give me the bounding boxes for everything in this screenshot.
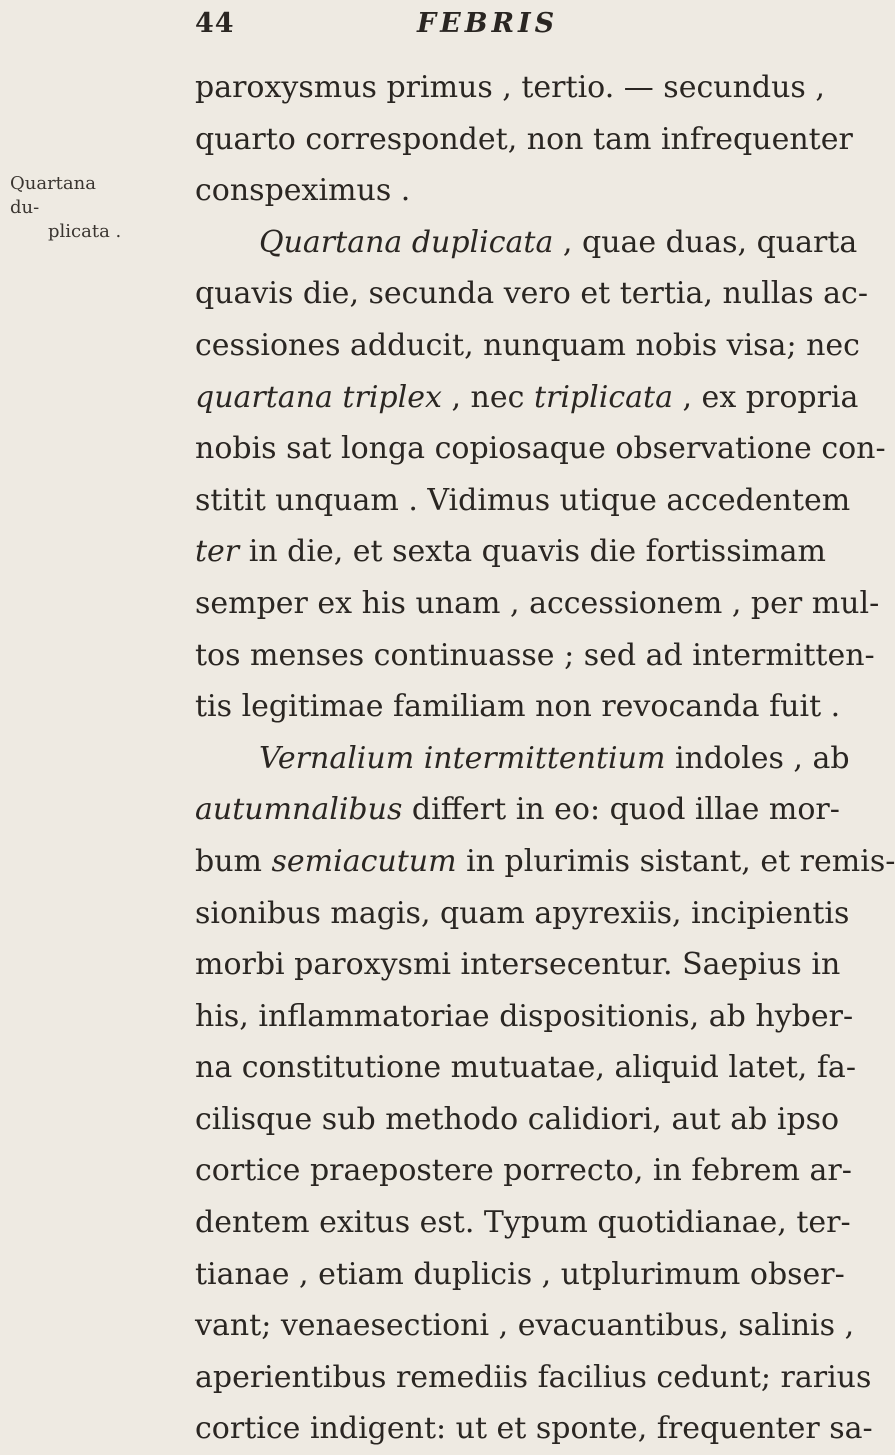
text-segment: stitit unquam . Vidimus utique accedentem bbox=[195, 482, 851, 518]
text-line bbox=[195, 1300, 855, 1352]
text-segment: cortice indigent: ut et sponte, frequenter sa- bbox=[195, 1411, 873, 1447]
text-line bbox=[195, 1042, 856, 1094]
italic-text: quartana triplex bbox=[195, 379, 442, 415]
italic-text: Quartana duplicata bbox=[259, 224, 554, 260]
text-line bbox=[195, 784, 840, 836]
text-segment: morbi paroxysmi intersecentur. Saepius in bbox=[195, 947, 841, 983]
text-segment: na constitutione mutuatae, aliquid latet, fa- bbox=[195, 1050, 856, 1086]
text-line bbox=[195, 1145, 852, 1197]
text-segment: semper ex his unam , accessionem , per mul- bbox=[195, 585, 880, 621]
text-segment: quavis die, secunda vero et tertia, nullas ac- bbox=[195, 276, 868, 312]
text-segment: bum bbox=[195, 843, 272, 879]
text-line bbox=[195, 62, 825, 114]
text-line bbox=[195, 268, 868, 320]
text-line bbox=[195, 578, 880, 630]
text-segment: , nec bbox=[441, 379, 534, 415]
text-segment: cortice praepostere porrecto, in febrem ar- bbox=[195, 1153, 852, 1189]
text-line bbox=[195, 836, 895, 888]
text-line bbox=[195, 630, 875, 682]
text-segment: conspeximus . bbox=[195, 173, 411, 209]
text-line bbox=[195, 1094, 840, 1146]
text-segment: indoles , ab bbox=[665, 740, 850, 776]
text-line bbox=[195, 939, 841, 991]
italic-text: autumnalibus bbox=[195, 792, 403, 828]
text-segment: in plurimis sistant, et remis- bbox=[456, 843, 895, 879]
text-segment: quarto correspondet, non tam infrequenter bbox=[195, 121, 853, 157]
text-line bbox=[195, 114, 853, 166]
text-line bbox=[195, 1249, 845, 1301]
text-line bbox=[195, 991, 854, 1043]
text-segment: nobis sat longa copiosaque observatione con- bbox=[195, 431, 886, 467]
text-segment: tianae , etiam duplicis , utplurimum obser- bbox=[195, 1256, 845, 1292]
text-line bbox=[195, 475, 851, 527]
text-segment: cessiones adducit, nunquam nobis visa; nec bbox=[195, 327, 860, 363]
text-line bbox=[195, 681, 841, 733]
italic-text: semiacutum bbox=[271, 843, 457, 879]
text-line bbox=[195, 1403, 873, 1455]
running-head: FEBRIS bbox=[417, 8, 559, 39]
text-line bbox=[195, 888, 850, 940]
text-segment: aperientibus remediis facilius cedunt; rarius bbox=[195, 1359, 872, 1395]
text-segment: differt in eo: quod illae mor- bbox=[402, 792, 840, 828]
text-line bbox=[195, 217, 858, 269]
text-segment: tis legitimae familiam non revocanda fuit . bbox=[195, 689, 841, 725]
text-segment: tos menses continuasse ; sed ad intermitten- bbox=[195, 637, 875, 673]
text-segment: , ex propria bbox=[672, 379, 859, 415]
text-line bbox=[195, 320, 860, 372]
text-line bbox=[195, 1197, 851, 1249]
text-line bbox=[195, 165, 735, 217]
text-line bbox=[195, 423, 886, 475]
text-line bbox=[195, 1352, 872, 1404]
text-segment: vant; venaesectioni , evacuantibus, salinis , bbox=[195, 1308, 855, 1344]
text-line bbox=[195, 526, 826, 578]
margin-note-line-2: plicata . bbox=[48, 221, 122, 242]
text-segment: cilisque sub methodo calidiori, aut ab ipso bbox=[195, 1101, 840, 1137]
text-segment: dentem exitus est. Typum quotidianae, ter- bbox=[195, 1205, 851, 1241]
text-line bbox=[195, 733, 850, 785]
italic-text: Vernalium intermittentium bbox=[259, 740, 666, 776]
text-segment: his, inflammatoriae dispositionis, ab hyber- bbox=[195, 998, 854, 1034]
text-segment: sionibus magis, quam apyrexiis, incipientis bbox=[195, 895, 850, 931]
page-number: 44 bbox=[195, 8, 235, 39]
italic-text: triplicata bbox=[533, 379, 673, 415]
margin-note-line-1: Quartana du- bbox=[10, 173, 96, 218]
text-segment: in die, et sexta quavis die fortissimam bbox=[239, 534, 826, 570]
page-header bbox=[195, 8, 715, 48]
italic-text: ter bbox=[195, 534, 240, 570]
text-segment: paroxysmus primus , tertio. — secundus , bbox=[195, 70, 825, 105]
body-text bbox=[195, 62, 895, 1455]
text-line bbox=[195, 372, 859, 424]
text-segment: , quae duas, quarta bbox=[553, 224, 858, 260]
margin-note bbox=[10, 172, 130, 244]
